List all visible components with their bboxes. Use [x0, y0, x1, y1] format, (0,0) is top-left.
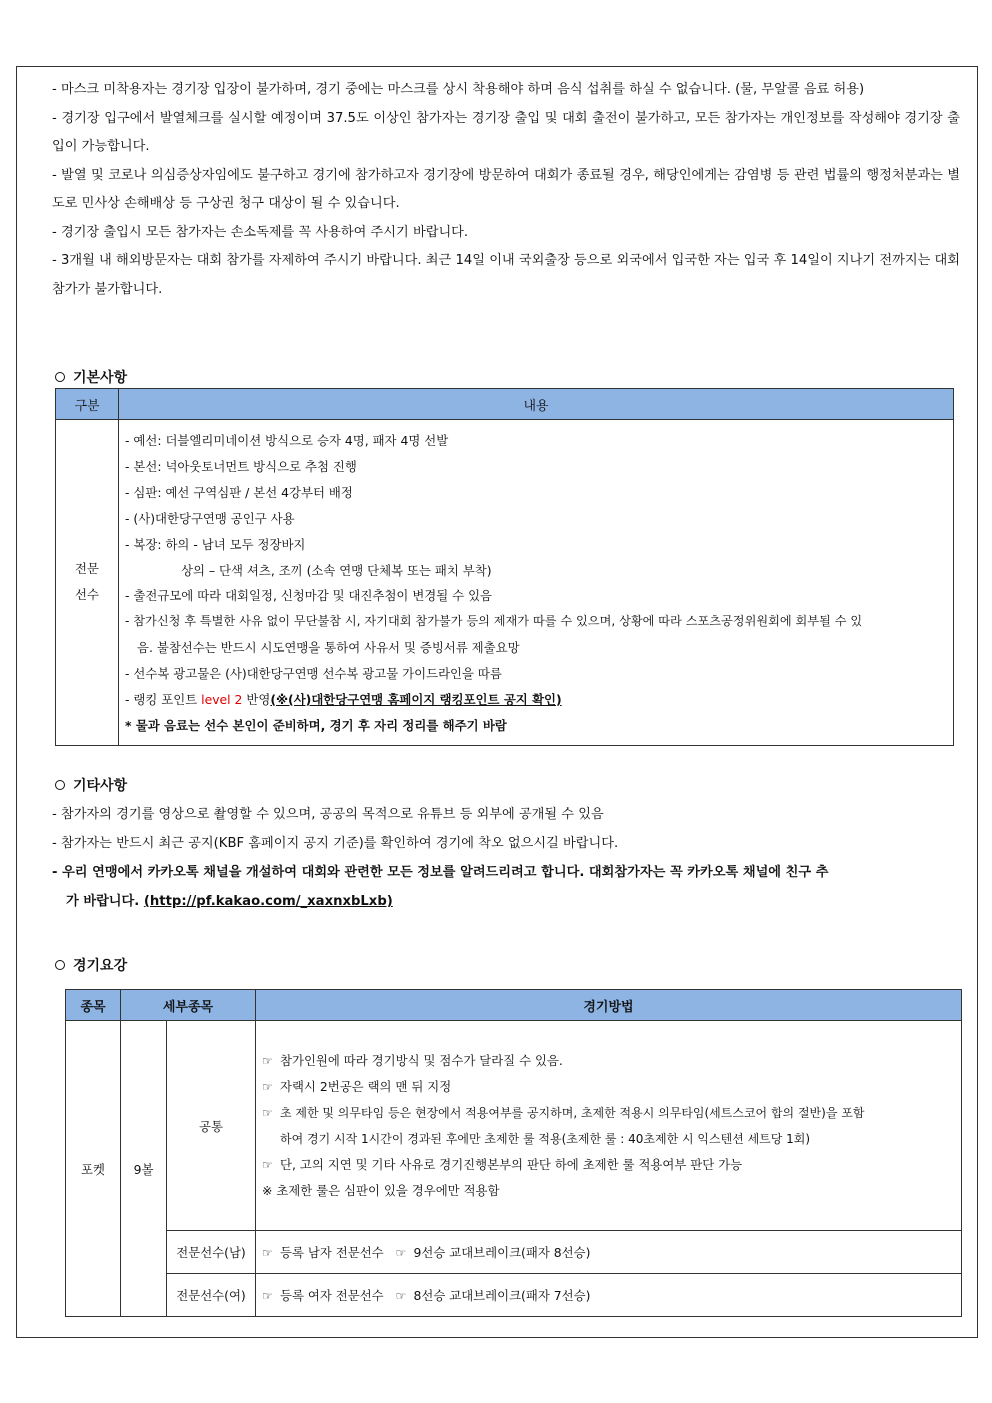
game-table — [65, 989, 962, 1317]
intro-line: - 경기장 출입시 모든 참가자는 손소독제를 꼭 사용하여 주시기 바랍니다. — [52, 224, 469, 240]
basic-item: - 심판: 예선 구역심판 / 본선 4강부터 배정 — [125, 484, 353, 500]
women-label: 전문선수(여) — [167, 1274, 256, 1317]
basic-item: - 출전규모에 따라 대회일정, 신청마감 및 대진추첨이 변경될 수 있음 — [125, 588, 493, 604]
pointing-hand-icon: ☞ — [262, 1246, 273, 1260]
method-item: ☞ 초 제한 및 의무타임 등은 현장에서 적용여부를 공지하며, 초제한 적용시 의무타임(세트스코어 합의 절반)을 포함 — [262, 1100, 955, 1126]
category-cell — [56, 420, 119, 746]
basic-item: 음. 불참선수는 반드시 시도연맹을 통하여 사유서 및 증빙서류 제출요망 — [137, 640, 520, 656]
women-method-cell: ☞ 등록 여자 전문선수 ☞ 8선승 교대브레이크(패자 7선승) — [256, 1274, 962, 1317]
common-label: 공통 — [167, 1021, 256, 1231]
basic-item: 상의 – 단색 셔츠, 조끼 (소속 연맹 단체복 또는 패치 부착) — [181, 562, 492, 578]
ranking-item: - 랭킹 포인트 level 2 반영(※(사)대한당구연맹 홈페이지 랭킹포인트 공지 확인) — [125, 692, 562, 708]
kakao-line: - 우리 연맹에서 카카오톡 채널을 개설하여 대회와 관련한 모든 정보를 알려드리려고 합니다. 대회참가자는 꼭 카카오톡 채널에 친구 추 — [52, 865, 829, 880]
section-title-game: 경기요강 — [55, 955, 127, 975]
kakao-line-2: 가 바랍니다. (http://pf.kakao.com/_xaxnxbLxb) — [66, 894, 393, 909]
content-cell — [119, 420, 954, 746]
method-item: ☞ 자랙시 2번공은 랙의 맨 뒤 지정 — [262, 1074, 955, 1100]
basic-item: - 선수복 광고물은 (사)대한당구연맹 선수복 광고물 가이드라인을 따름 — [125, 666, 502, 682]
method-item-cont: 하여 경기 시작 1시간이 경과된 후에만 초제한 룰 적용(초제한 룰 : 40초제한 시 익스텐션 세트당 1회) — [280, 1131, 811, 1146]
section-title-basic: 기본사항 — [55, 367, 127, 387]
circle-bullet-icon — [55, 780, 65, 790]
header-category: 구분 — [56, 389, 119, 420]
basic-item: - 예선: 더블엘리미네이션 방식으로 승자 4명, 패자 4명 선발 — [125, 433, 449, 448]
pointing-hand-icon: ☞ — [262, 1053, 273, 1068]
intro-line: - 경기장 입구에서 발열체크를 실시할 예정이며 37.5도 이상인 참가자는 경기장 출입 및 대회 출전이 불가하고, 모든 참가자는 개인정보를 작성해야 경기장 출입이 가능합니다. — [52, 110, 960, 154]
intro-line: - 마스크 미착용자는 경기장 입장이 불가하며, 경기 중에는 마스크를 상시 착용해야 하며 음식 섭취를 하실 수 없습니다. (물, 무알콜 음료 허용) — [52, 82, 865, 97]
method-item: ☞ 단, 고의 지연 및 기타 사유로 경기진행본부의 판단 하에 초제한 룰 적용여부 판단 가능 — [262, 1152, 955, 1178]
etc-notices — [52, 800, 960, 916]
pointing-hand-icon: ☞ — [395, 1289, 407, 1303]
header-method: 경기방법 — [256, 990, 962, 1021]
pointing-hand-icon: ☞ — [262, 1105, 273, 1120]
etc-line: - 참가자는 반드시 최근 공지(KBF 홈페이지 공지 기준)를 확인하여 경기에 착오 없으시길 바랍니다. — [52, 836, 619, 851]
event-cell: 포켓 — [66, 1021, 121, 1317]
basic-item: - 본선: 넉아웃토너먼트 방식으로 추첨 진행 — [125, 458, 357, 474]
ranking-note: (※(사)대한당구연맹 홈페이지 랭킹포인트 공지 확인) — [270, 692, 562, 708]
method-item: ☞ 참가인원에 따라 경기방식 및 점수가 달라질 수 있음. — [262, 1048, 955, 1074]
intro-line: - 발열 및 코로나 의심증상자임에도 불구하고 경기에 참가하고자 경기장에 방문하여 대회가 종료될 경우, 해당인에게는 감염병 등 관련 법률의 행정처분과는 별도로 민사상 손해배상 등 구상권 청구 대상이 될 수 있습니다. — [52, 167, 960, 211]
circle-bullet-icon — [55, 960, 65, 970]
header-sub-event: 세부종목 — [121, 990, 256, 1021]
sub-event-cell: 9볼 — [121, 1021, 167, 1317]
etc-line: - 참가자의 경기를 영상으로 촬영할 수 있으며, 공공의 목적으로 유튜브 등 외부에 공개될 수 있음 — [52, 807, 604, 822]
pointing-hand-icon: ☞ — [262, 1289, 273, 1303]
basic-item: - 참가신청 후 특별한 사유 없이 무단불참 시, 자기대회 참가불가 등의 제재가 따를 수 있으며, 상황에 따라 스포츠공정위원회에 회부될 수 있 — [125, 614, 863, 629]
basic-item: - 복장: 하의 - 남녀 모두 정장바지 — [125, 536, 306, 552]
category-label: 전문 선수 — [75, 561, 99, 603]
header-content: 내용 — [119, 389, 954, 420]
men-label: 전문선수(남) — [167, 1231, 256, 1274]
men-method-cell: ☞ 등록 남자 전문선수 ☞ 9선승 교대브레이크(패자 8선승) — [256, 1231, 962, 1274]
pointing-hand-icon: ☞ — [262, 1157, 273, 1172]
kakao-url-link[interactable]: (http://pf.kakao.com/_xaxnxbLxb) — [143, 894, 393, 909]
ranking-level: level 2 — [201, 692, 243, 708]
pointing-hand-icon: ☞ — [395, 1246, 407, 1260]
section-title-etc: 기타사항 — [55, 775, 127, 795]
basic-item: - (사)대한당구연맹 공인구 사용 — [125, 510, 295, 526]
pointing-hand-icon: ☞ — [262, 1079, 273, 1094]
intro-notices — [52, 76, 960, 304]
circle-bullet-icon — [55, 372, 65, 382]
intro-line: - 3개월 내 해외방문자는 대회 참가를 자제하여 주시기 바랍니다. 최근 14일 이내 국외출장 등으로 외국에서 입국한 자는 입국 후 14일이 지나기 전까지는 대회 참가가 불가합니다. — [52, 253, 960, 297]
common-method-cell — [256, 1021, 962, 1231]
basic-table — [55, 388, 954, 746]
header-event: 종목 — [66, 990, 121, 1021]
last-note: * 물과 음료는 선수 본인이 준비하며, 경기 후 자리 정리를 해주기 바람 — [125, 717, 507, 733]
method-note: ※ 초제한 룰은 심판이 있을 경우에만 적용함 — [262, 1182, 500, 1198]
